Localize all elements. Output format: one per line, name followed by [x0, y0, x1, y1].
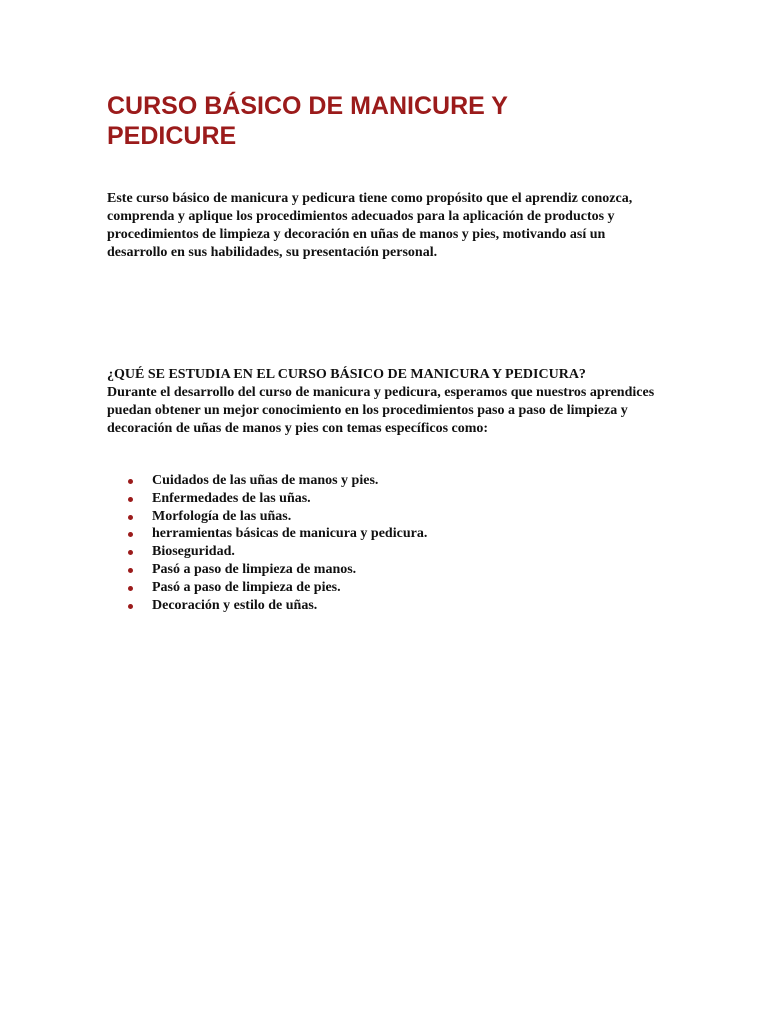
- section-heading: ¿QUÉ SE ESTUDIA EN EL CURSO BÁSICO DE MANICURA Y PEDICURA?: [107, 367, 586, 382]
- intro-paragraph: Este curso básico de manicura y pedicura tiene como propósito que el aprendiz conozca, comprenda y aplique los procedimientos adecuados para la aplicación de productos y procedimientos de limpieza y decoración en uñas de manos y pies, motivando así un desarrollo en sus habilidades, su presentación personal.: [107, 191, 633, 260]
- list-item: [126, 597, 427, 615]
- bullet-icon: [128, 497, 133, 502]
- section-body: Durante el desarrollo del curso de manicura y pedicura, esperamos que nuestros aprendices puedan obtener un mejor conocimiento en los procedimientos paso a paso de limpieza y decoración de uñas de manos y pies con temas específicos como:: [107, 385, 655, 436]
- list-item: [126, 543, 427, 561]
- bullet-icon: [128, 479, 133, 484]
- list-item: [126, 508, 427, 526]
- list-item-text: Bioseguridad.: [152, 544, 235, 560]
- list-item: [126, 490, 427, 508]
- list-item: [126, 525, 427, 543]
- list-item: [126, 472, 427, 490]
- bullet-icon: [128, 568, 133, 573]
- bullet-icon: [128, 604, 133, 609]
- bullet-icon: [128, 532, 133, 537]
- list-item-text: herramientas básicas de manicura y pedicura.: [152, 526, 428, 542]
- bullet-icon: [128, 550, 133, 555]
- list-item-text: Morfología de las uñas.: [152, 508, 292, 524]
- list-item-text: Enfermedades de las uñas.: [152, 490, 311, 506]
- section-what-is-studied: [107, 366, 667, 438]
- list-item-text: Cuidados de las uñas de manos y pies.: [152, 473, 379, 488]
- bullet-icon: [128, 586, 133, 591]
- list-item: [126, 579, 427, 597]
- topics-list: [126, 472, 427, 614]
- list-item: [126, 561, 427, 579]
- list-item-text: Decoración y estilo de uñas.: [152, 597, 318, 613]
- list-item-text: Pasó a paso de limpieza de pies.: [152, 579, 341, 595]
- document-title: CURSO BÁSICO DE MANICURE Y PEDICURE: [107, 92, 508, 150]
- list-item-text: Pasó a paso de limpieza de manos.: [152, 561, 357, 577]
- bullet-icon: [128, 515, 133, 520]
